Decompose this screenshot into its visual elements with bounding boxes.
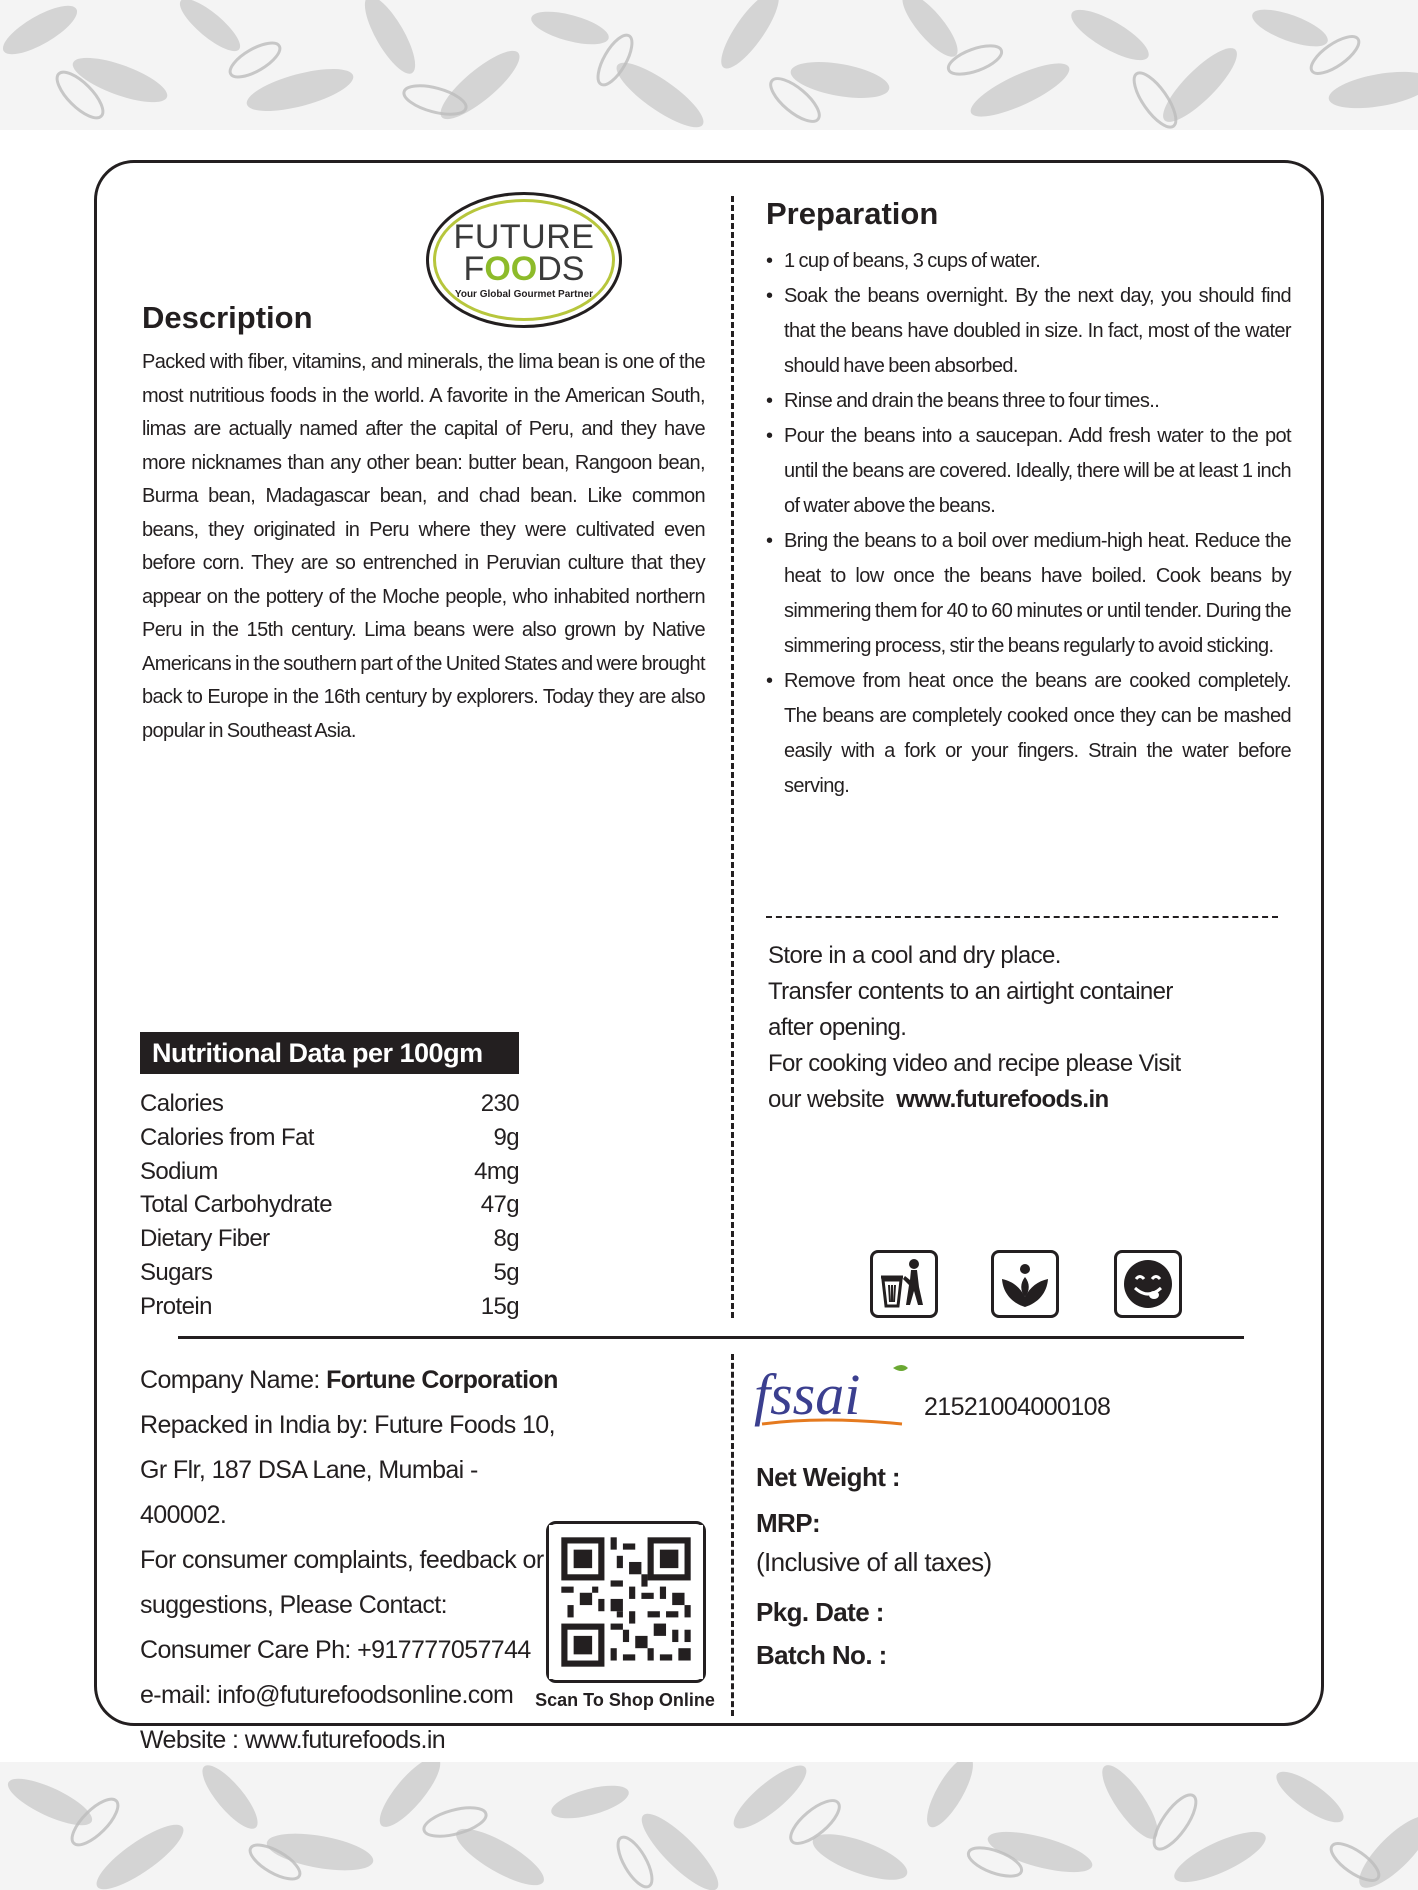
consumer-email[interactable]: e-mail: info@futurefoodsonline.com — [140, 1681, 514, 1709]
preparation-step: • 1 cup of beans, 3 cups of water. — [766, 244, 1291, 279]
nutrition-label: Calories — [140, 1090, 224, 1117]
nutrition-label: Sugars — [140, 1258, 213, 1286]
net-weight-label: Net Weight : — [756, 1462, 900, 1492]
qr-code-icon — [549, 1524, 703, 1680]
trash-bin-person-icon — [870, 1250, 938, 1318]
nutrition-value: 230 — [480, 1090, 519, 1117]
fssai-license-number: 21521004000108 — [924, 1393, 1111, 1421]
preparation-steps — [766, 244, 1291, 804]
consumer-care-phone[interactable]: Consumer Care Ph: +917777057744 — [140, 1636, 531, 1664]
qr-code[interactable] — [546, 1521, 706, 1683]
dashed-divider-storage — [766, 916, 1278, 918]
preparation-step: • Bring the beans to a boil over medium-high heat. Reduce the heat to low once the beans have boiled. Cook beans by simmering them for 40 to 60 minutes or until tender. During the simmering process, stir the beans regularly to avoid sticking. — [766, 524, 1291, 664]
batch-number-label: Batch No. : — [756, 1640, 887, 1670]
complaints-line-2: suggestions, Please Contact: — [140, 1591, 448, 1619]
repacked-line-2: Gr Flr, 187 DSA Lane, Mumbai - 400002. — [140, 1456, 478, 1529]
horizontal-divider — [178, 1336, 1244, 1339]
nutrition-table — [140, 1087, 519, 1324]
nutrition-label: Total Carbohydrate — [140, 1191, 332, 1219]
storage-website-link[interactable]: www.futurefoods.in — [896, 1086, 1109, 1113]
nutrition-row — [140, 1155, 519, 1189]
fssai-logo-text: fssai — [754, 1362, 861, 1427]
preparation-step: • Soak the beans overnight. By the next day, you should find that the beans have doubled in size. In fact, most of the water should have been absorbed. — [766, 279, 1291, 384]
storage-line-2: Transfer contents to an airtight container — [768, 978, 1173, 1005]
company-name-line — [140, 1358, 560, 1403]
nutrition-row — [140, 1256, 519, 1290]
preparation-step: • Rinse and drain the beans three to four times.. — [766, 384, 1291, 419]
company-website[interactable]: Website : www.futurefoods.in — [140, 1726, 446, 1754]
nutrition-value: 8g — [493, 1225, 519, 1253]
repacked-line-1: Repacked in India by: Future Foods 10, — [140, 1411, 555, 1439]
company-info — [140, 1358, 560, 1763]
mrp-taxes-note: (Inclusive of all taxes) — [756, 1547, 992, 1577]
nutrition-row — [140, 1222, 519, 1256]
tasty-smiley-icon — [1114, 1250, 1182, 1318]
logo-line-1: FUTURE — [453, 218, 595, 256]
nutrition-value: 9g — [493, 1123, 519, 1151]
pkg-date-label: Pkg. Date : — [756, 1597, 884, 1627]
nutrition-row — [140, 1290, 519, 1324]
complaints-line-1: For consumer complaints, feedback or — [140, 1546, 544, 1574]
nutrition-row — [140, 1087, 519, 1121]
vegetarian-leaf-icon — [991, 1250, 1059, 1318]
decorative-pattern-top — [0, 0, 1418, 130]
preparation-title: Preparation — [766, 196, 939, 231]
nutrition-value: 4mg — [474, 1157, 519, 1185]
bean-pattern-bottom — [0, 1762, 1418, 1890]
nutrition-title: Nutritional Data per 100gm — [140, 1032, 519, 1074]
nutrition-value: 5g — [493, 1258, 519, 1286]
bean-pattern-top — [0, 0, 1418, 130]
storage-line-4: For cooking video and recipe please Visit — [768, 1050, 1181, 1077]
description-text: Packed with fiber, vitamins, and minerals, the lima bean is one of the most nutritious foods in the world. A favorite in the American South, limas are actually named after the capital of Peru, and they have more nicknames than any other bean: butter bean, Rangoon bean, Burma bean, Madagascar bean, and chad bean. Like common beans, they originated in Peru where they were cultivated even before corn. They are so entrenched in Peruvian culture that they appear on the pottery of the Moche people, who inhabited northern Peru in the 15th century. Lima beans were also grown by Native Americans in the southern part of the United States and were brought back to Europe in the 16th century by explorers. Today they are also popular in Southeast Asia. — [142, 351, 706, 742]
storage-line-1: Store in a cool and dry place. — [768, 942, 1061, 969]
logo-letters-ds: DS — [537, 250, 585, 288]
nutrition-label: Protein — [140, 1292, 212, 1320]
logo-tagline: Your Global Gourmet Partner — [454, 289, 594, 300]
storage-line-3: after opening. — [768, 1014, 907, 1041]
company-name-label: Company Name: — [140, 1366, 320, 1394]
vertical-divider-top — [731, 196, 734, 1318]
qr-code-label: Scan To Shop Online — [535, 1690, 715, 1710]
logo-letter-f: F — [463, 250, 485, 288]
nutrition-row — [140, 1121, 519, 1155]
nutrition-row — [140, 1188, 519, 1222]
storage-website-prefix: our website — [768, 1086, 885, 1113]
description-title: Description — [142, 300, 313, 335]
vertical-divider-bottom — [731, 1354, 734, 1716]
company-name: Fortune Corporation — [326, 1366, 558, 1394]
nutrition-label: Dietary Fiber — [140, 1225, 270, 1253]
logo-line-2 — [429, 250, 619, 288]
nutrition-value: 47g — [480, 1191, 519, 1219]
logo-leaf-oo: OO — [484, 250, 538, 288]
preparation-step: • Remove from heat once the beans are cooked completely. The beans are completely cooked once they can be mashed easily with a fork or your fingers. Strain the water before serving. — [766, 664, 1291, 804]
mrp-label: MRP: — [756, 1508, 821, 1538]
fssai-logo — [752, 1362, 918, 1437]
decorative-pattern-bottom — [0, 1762, 1418, 1890]
preparation-step: • Pour the beans into a saucepan. Add fresh water to the pot until the beans are covered. Ideally, there will be at least 1 inch of water above the beans. — [766, 419, 1291, 524]
storage-line-5 — [768, 1082, 1238, 1118]
nutrition-label: Sodium — [140, 1157, 218, 1185]
storage-instructions — [768, 938, 1238, 1118]
nutrition-label: Calories from Fat — [140, 1123, 314, 1151]
future-foods-logo — [426, 192, 622, 328]
nutrition-value: 15g — [480, 1292, 519, 1320]
